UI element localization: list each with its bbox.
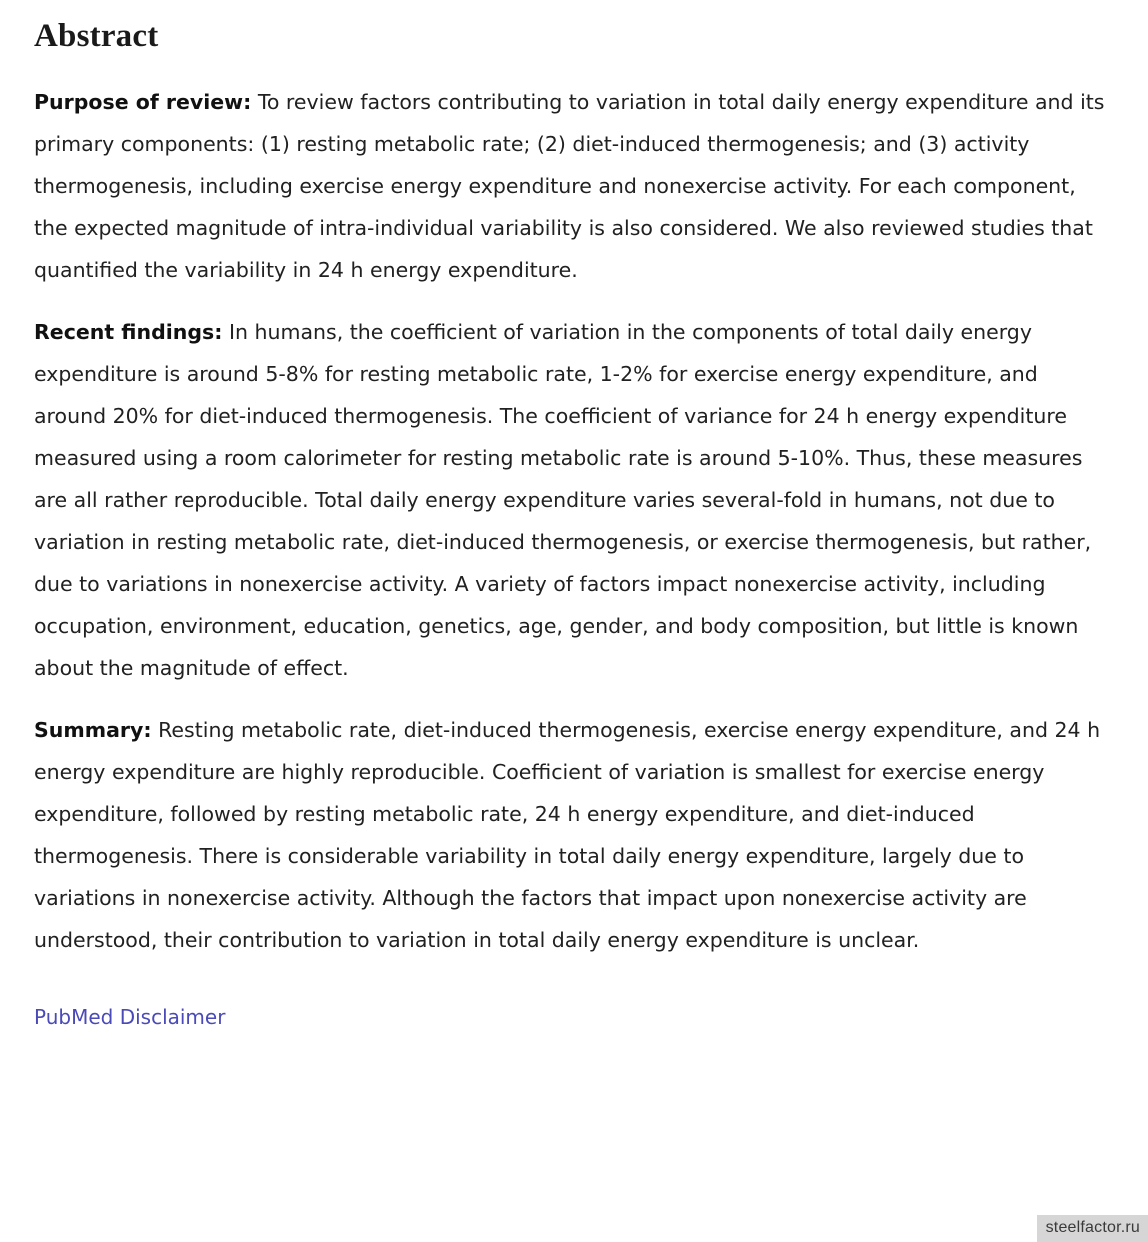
watermark-badge: steelfactor.ru: [1037, 1215, 1148, 1242]
abstract-label-purpose: Purpose of review:: [34, 90, 252, 114]
abstract-paragraph-recent-findings: [34, 311, 1108, 689]
abstract-label-recent-findings: Recent findings:: [34, 320, 223, 344]
abstract-text-recent-findings: In humans, the coefficient of variation in the components of total daily energy expenditure is around 5-8% for resting metabolic rate, 1-2% for exercise energy expenditure, and around 20% for diet-induced thermogenesis. The coefficient of variance for 24 h energy expenditure measured using a room calorimeter for resting metabolic rate is around 5-10%. Thus, these measures are all rather reproducible. Total daily energy expenditure varies several-fold in humans, not due to variation in resting metabolic rate, diet-induced thermogenesis, or exercise thermogenesis, but rather, due to variations in nonexercise activity. A variety of factors impact nonexercise activity, including occupation, environment, education, genetics, age, gender, and body composition, but little is known about the magnitude of effect.: [34, 320, 1092, 680]
abstract-label-summary: Summary:: [34, 718, 152, 742]
abstract-text-summary: Resting metabolic rate, diet-induced thermogenesis, exercise energy expenditure, and 24 h energy expenditure are highly reproducible. Coefficient of variation is smallest for exercise energy expenditure, followed by resting metabolic rate, 24 h energy expenditure, and diet-induced thermogenesis. There is considerable variability in total daily energy expenditure, largely due to variations in nonexercise activity. Although the factors that impact upon nonexercise activity are understood, their contribution to variation in total daily energy expenditure is unclear.: [34, 718, 1101, 952]
page-title: Abstract: [34, 18, 159, 54]
pubmed-disclaimer-link[interactable]: PubMed Disclaimer: [34, 1005, 226, 1029]
abstract-paragraph-summary: [34, 709, 1108, 961]
abstract-paragraph-purpose: [34, 81, 1108, 291]
disclaimer-row: [34, 1005, 1108, 1029]
abstract-text-purpose: To review factors contributing to variation in total daily energy expenditure and its primary components: (1) resting metabolic rate; (2) diet-induced thermogenesis; and (3) activity thermogenesis, including exercise energy expenditure and nonexercise activity. For each component, the expected magnitude of intra-individual variability is also considered. We also reviewed studies that quantified the variability in 24 h energy expenditure.: [34, 90, 1105, 282]
